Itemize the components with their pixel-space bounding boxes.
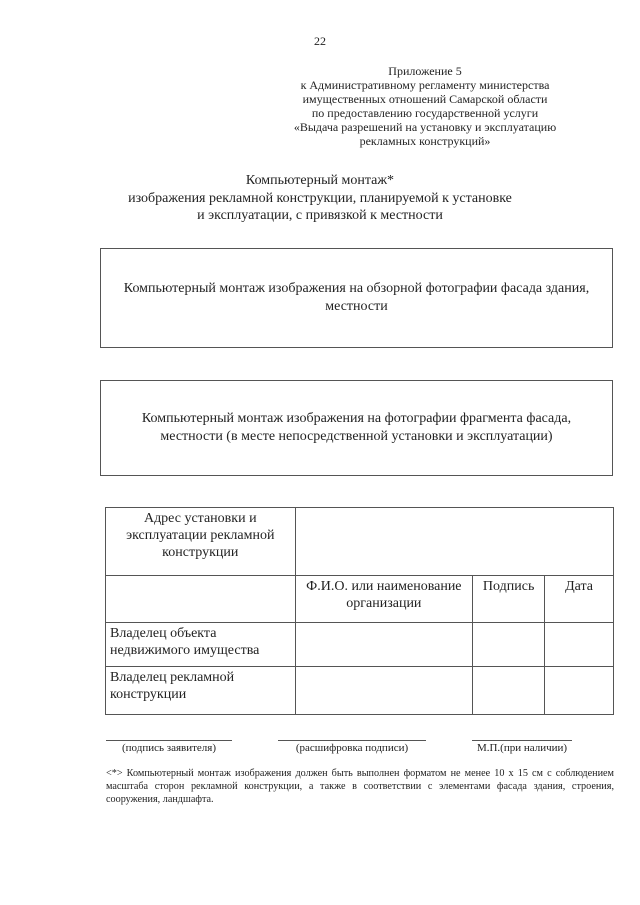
transcript-signature-label: (расшифровка подписи) — [295, 742, 409, 754]
row-label-property-owner: Владелец объекта недвижимого имущества — [106, 623, 296, 667]
property-owner-signature-cell[interactable] — [473, 623, 545, 667]
stamp-line — [472, 740, 572, 741]
ad-owner-signature-cell[interactable] — [473, 667, 545, 715]
heading-line-2: изображения рекламной конструкции, планируемой к установке — [128, 190, 512, 206]
table-row — [106, 508, 614, 576]
page-number: 22 — [314, 34, 326, 48]
heading-line-3: и эксплуатации, с привязкой к местности — [197, 208, 443, 223]
heading-line-1: Компьютерный монтаж* — [245, 173, 395, 188]
appendix-header — [270, 64, 580, 148]
table-row — [106, 576, 614, 623]
address-label-cell: Адрес установки и эксплуатации рекламной конструкции — [106, 508, 296, 576]
column-header-name: Ф.И.О. или наименование организации — [295, 576, 473, 623]
row-label-ad-owner: Владелец рекламной конструкции — [106, 667, 296, 715]
property-owner-date-cell[interactable] — [545, 623, 614, 667]
column-header-signature: Подпись — [473, 576, 545, 623]
stamp-label: М.П.(при наличии) — [476, 742, 568, 754]
table-row — [106, 623, 614, 667]
appendix-title: Приложение 5 — [388, 64, 462, 78]
appendix-line: рекламных конструкций» — [359, 134, 491, 148]
transcript-signature-line[interactable] — [278, 740, 426, 741]
ad-owner-name-cell[interactable] — [295, 667, 473, 715]
footnote: <*> Компьютерный монтаж изображения должен быть выполнен форматом не менее 10 х 15 см с соблюдением масштаба сторон рекламной конструкции, а также в соответствии с элементами фасада здания, строения, сооружения, ландшафта. — [106, 768, 614, 805]
appendix-line: имущественных отношений Самарской области — [302, 92, 548, 106]
fragment-photo-caption: Компьютерный монтаж изображения на фотографии фрагмента фасада, местности (в месте непосредственной установки и эксплуатации) — [141, 411, 572, 444]
ad-owner-date-cell[interactable] — [545, 667, 614, 715]
empty-header-cell — [106, 576, 296, 623]
column-header-date: Дата — [545, 576, 614, 623]
overview-photo-caption: Компьютерный монтаж изображения на обзорной фотографии фасада здания, местности — [123, 281, 590, 314]
address-value-cell[interactable] — [295, 508, 613, 576]
table-row — [106, 667, 614, 715]
fragment-photo-box — [100, 380, 613, 476]
applicant-signature-label: (подпись заявителя) — [121, 742, 217, 754]
document-heading — [60, 172, 580, 225]
property-owner-name-cell[interactable] — [295, 623, 473, 667]
applicant-signature-line[interactable] — [106, 740, 232, 741]
info-table — [105, 507, 614, 715]
overview-photo-box — [100, 248, 613, 348]
appendix-line: к Административному регламенту министерства — [300, 78, 550, 92]
appendix-line: по предоставлению государственной услуги — [311, 106, 539, 120]
appendix-line: «Выдача разрешений на установку и эксплуатацию — [293, 120, 557, 134]
